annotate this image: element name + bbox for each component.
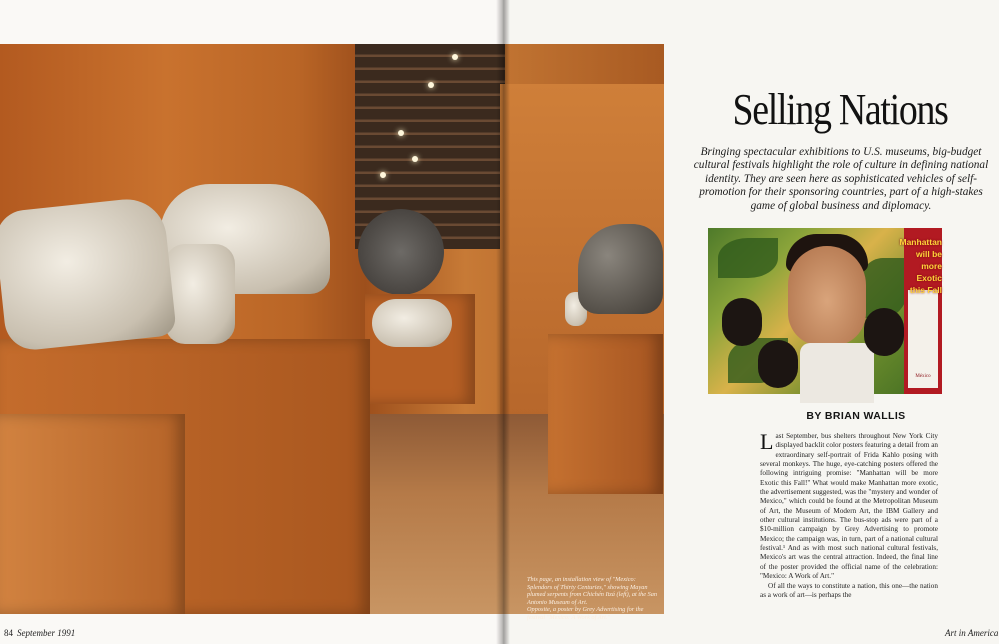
pedestal (0, 414, 185, 614)
paragraph-text: ast September, bus shelters throughout New York City displayed backlit color posters featuring a detail from an extraordinary self-portrait of Frida Kahlo posing with several monkeys. The huge, eye-catching posters offered the following intriguing promise: "Manhattan will be more Exotic this Fall!" What would make Manhattan more exotic, the advertisement suggested, was the "mystery and wonder of Mexico," which could be found at the Metropolitan Museum of Art, the Museum of Modern Art, the IBM Gallery and other cultural institutions. The bus-stop ads were part of a $10-million campaign by Grey Advertising to promote Mexico; the campaign was, in turn, part of a national cultural festival.¹ And as with most such national cultural festivals, Mexico's art was the central attraction. Indeed, the final line of the poster provided the official name of the celebration: "Mexico: A Work of Art." (760, 432, 938, 581)
drop-cap: L (760, 429, 774, 454)
ceiling-light (452, 54, 458, 60)
monkey-figure (758, 340, 798, 388)
poster-headline-line: Exotic (916, 273, 942, 283)
poster-headline-line: Manhattan will be (899, 237, 942, 259)
exotic-mexico-poster (708, 228, 942, 394)
portrait-face (788, 246, 866, 346)
poster-logo: México (915, 374, 931, 379)
poster-headline-line: this Fall (909, 285, 942, 295)
caption-opposite: Opposite, a poster by Grey Advertising for the festival "Mexico: A Work of Art." (527, 606, 644, 621)
ceiling-light (428, 82, 434, 88)
folio-right: Art in America (945, 628, 999, 638)
poster-headline-line: more (921, 261, 942, 271)
body-paragraph: Of all the ways to constitute a nation, this one—the nation as a work of art—is perhaps the (760, 581, 938, 599)
plumed-serpent-body-sculpture (165, 244, 235, 344)
aztec-calendar-stone (358, 209, 444, 295)
article-body (760, 429, 938, 600)
page-gutter (496, 0, 510, 644)
ceiling-light (398, 130, 404, 136)
caption-this-page: This page, an installation view of "Mexico: Splendors of Thirty Centuries," showing Mayan plumed serpents from Chichén Itzá (left), at the San Antonio Museum of Art. (527, 576, 658, 606)
poster-leaf (718, 238, 778, 278)
page-number: 84 (4, 628, 13, 638)
pedestal (548, 334, 663, 494)
article-title: Selling Nations (732, 85, 948, 134)
photo-caption (527, 576, 659, 622)
monkey-figure (864, 308, 904, 356)
eagle-head-sculpture (578, 224, 663, 314)
poster-headline (898, 236, 942, 296)
gallery-installation-photo (0, 44, 664, 621)
reclining-figure-sculpture (372, 299, 452, 347)
ceiling-light (412, 156, 418, 162)
plumed-serpent-head-sculpture (0, 195, 177, 352)
portrait-shirt (800, 343, 874, 403)
ceiling-light (380, 172, 386, 178)
monkey-figure (722, 298, 762, 346)
byline: BY BRIAN WALLIS (806, 410, 906, 422)
article-dek: Bringing spectacular exhibitions to U.S. museums, big-budget cultural festivals highlight the role of culture in defining national identity. They are seen here as sophisticated vehicles of self-promotion for their sponsoring countries, part of a high-stakes game of global business and diplomacy. (693, 146, 989, 212)
body-paragraph (760, 429, 938, 582)
folio-left (4, 628, 75, 638)
issue-date: September 1991 (17, 628, 76, 638)
